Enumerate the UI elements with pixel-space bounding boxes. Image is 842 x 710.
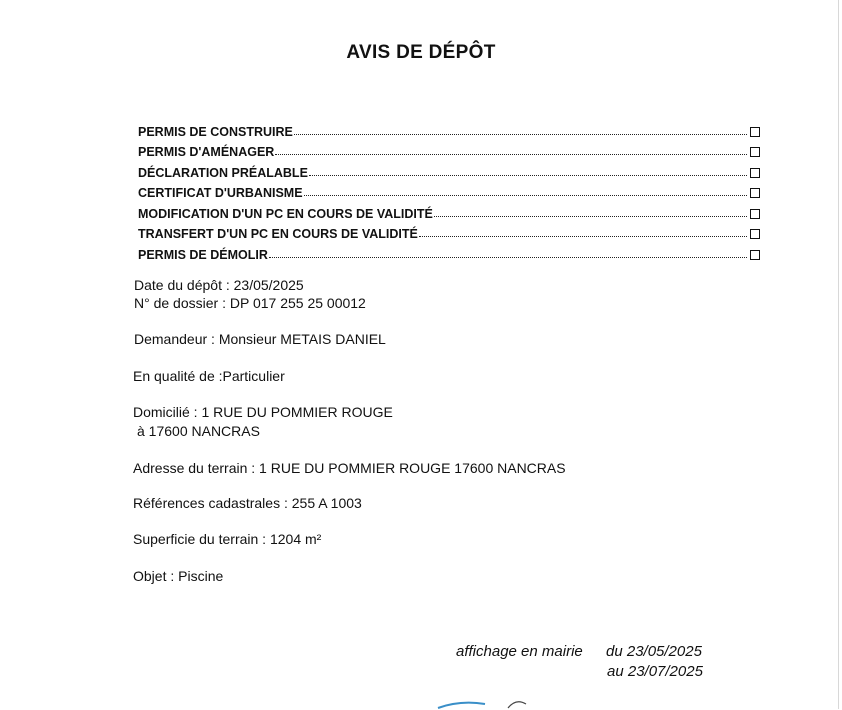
checkbox[interactable] [750,229,760,239]
checklist-item-label: PERMIS DE CONSTRUIRE [138,124,293,139]
checkbox[interactable] [750,147,760,157]
checklist-item [138,180,760,201]
posting-label: affichage en mairie [456,643,583,660]
deposit-date: Date du dépôt : 23/05/2025 [134,277,304,293]
dotted-leader [419,236,747,237]
permit-type-checklist [138,118,760,262]
checklist-item-label: CERTIFICAT D'URBANISME [138,186,303,200]
file-number: N° de dossier : DP 017 255 25 00012 [134,295,366,311]
applicant: Demandeur : Monsieur METAIS DANIEL [134,331,386,347]
checkbox[interactable] [750,168,760,178]
dotted-leader [434,216,747,217]
land-address: Adresse du terrain : 1 RUE DU POMMIER ROUGE 17600 NANCRAS [133,460,566,476]
checklist-item-label: DÉCLARATION PRÉALABLE [138,165,308,180]
dotted-leader [269,257,747,258]
applicant-address-line2: à 17600 NANCRAS [137,423,260,439]
project-object: Objet : Piscine [133,568,224,584]
checklist-item [138,118,760,139]
land-area: Superficie du terrain : 1204 m² [133,531,322,547]
applicant-address-line1: Domicilié : 1 RUE DU POMMIER ROUGE [133,404,393,420]
checkbox[interactable] [750,127,760,137]
checklist-item [138,200,760,221]
checkbox[interactable] [750,188,760,198]
applicant-capacity: En qualité de :Particulier [133,368,285,384]
scan-edge-line [838,0,839,709]
checklist-item [138,241,760,262]
checklist-item-label: PERMIS D'AMÉNAGER [138,145,275,159]
checklist-item-label: MODIFICATION D'UN PC EN COURS DE VALIDITÉ [138,206,433,221]
document-title: AVIS DE DÉPÔT [346,42,496,63]
checklist-item [138,221,760,242]
posting-start-date: du 23/05/2025 [606,643,702,660]
dotted-leader [304,195,747,196]
checklist-item [138,159,760,180]
checklist-item-label: PERMIS DE DÉMOLIR [138,247,268,262]
checklist-item-label: TRANSFERT D'UN PC EN COURS DE VALIDITÉ [138,227,418,241]
dotted-leader [309,175,747,176]
stamp-fragment [430,696,550,710]
checkbox[interactable] [750,209,760,219]
dotted-leader [294,134,747,135]
dotted-leader [275,154,747,155]
checklist-item [138,139,760,160]
cadastral-references: Références cadastrales : 255 A 1003 [133,495,362,511]
posting-end-date: au 23/07/2025 [607,663,703,680]
checkbox[interactable] [750,250,760,260]
